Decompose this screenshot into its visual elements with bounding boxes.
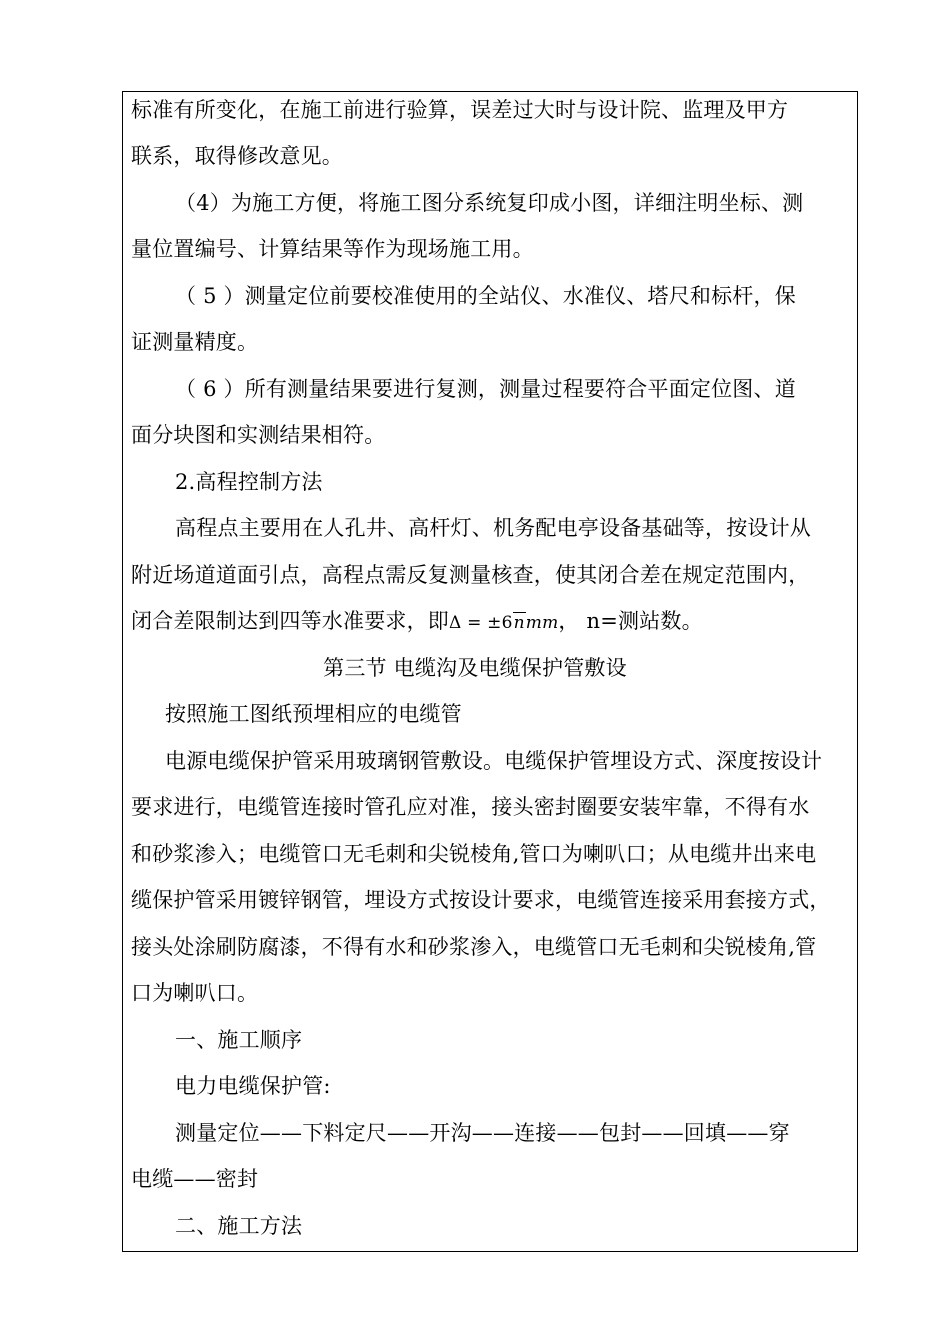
tolerance-formula [449,612,558,633]
text-line: 接头处涂刷防腐漆，不得有水和砂浆渗入，电缆管口无毛刺和尖锐棱角,管 [131,935,817,959]
text-line: 量位置编号、计算结果等作为现场施工用。 [131,237,534,261]
text-line: 测量定位——下料定尺——开沟——连接——包封——回填——穿 [175,1121,790,1145]
section-title: 第三节 电缆沟及电缆保护管敷设 [323,656,627,680]
formula-line [131,609,703,635]
text-line: 电力电缆保护管: [175,1074,331,1098]
section-heading: 2.高程控制方法 [175,470,323,494]
text-line: （4）为施工方便，将施工图分系统复印成小图，详细注明坐标、测 [175,191,804,215]
text-line: 口为喇叭口。 [131,981,259,1005]
text-line: 缆保护管采用镀锌钢管，埋设方式按设计要求，电缆管连接采用套接方式， [131,888,831,912]
section-heading: 一、施工顺序 [175,1028,303,1052]
text-line: 高程点主要用在人孔井、高杆灯、机务配电亭设备基础等，按设计从 [175,516,811,540]
text-segment: 闭合差限制达到四等水准要求，即 [131,609,449,633]
formula-radicand: n [513,613,525,633]
formula-unit: mm [525,613,559,633]
text-line: 附近场道道面引点，高程点需反复测量核查，使其闭合差在规定范围内， [131,563,810,587]
text-line: 和砂浆渗入；电缆管口无毛刺和尖锐棱角,管口为喇叭口；从电缆井出来电 [131,842,817,866]
text-line: 要求进行，电缆管连接时管孔应对准，接头密封圈要安装牢靠，不得有水 [131,795,810,819]
text-line: 标准有所变化，在施工前进行验算，误差过大时与设计院、监理及甲方 [131,98,789,122]
text-line: 电源电缆保护管采用玻璃钢管敷设。电缆保护管埋设方式、深度按设计 [165,749,823,773]
text-line: 面分块图和实测结果相符。 [131,423,386,447]
text-line: 电缆——密封 [131,1167,259,1191]
text-line: （ 6 ）所有测量结果要进行复测，测量过程要符合平面定位图、道 [175,377,796,401]
text-line: （ 5 ）测量定位前要校准使用的全站仪、水准仪、塔尺和标杆，保 [175,284,796,308]
section-heading: 二、施工方法 [175,1214,303,1238]
text-line: 证测量精度。 [131,330,259,354]
formula-lhs: Δ = ±6 [449,613,513,633]
text-line: 联系，取得修改意见。 [131,144,343,168]
text-segment: ， n=测站数。 [558,609,703,633]
text-line: 按照施工图纸预埋相应的电缆管 [165,702,462,726]
